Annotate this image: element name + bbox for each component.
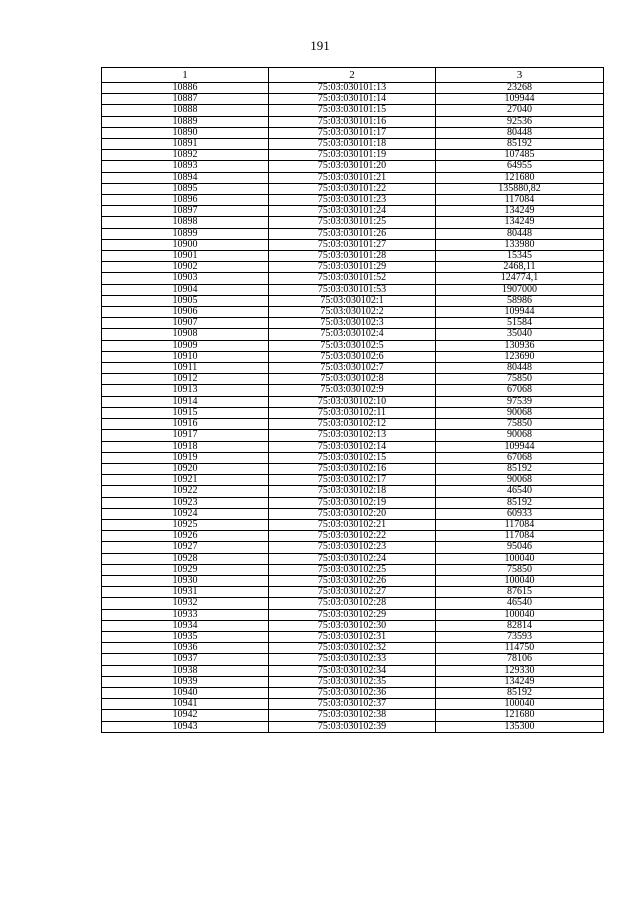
value-cell: 135300 [436, 721, 604, 732]
row-number-cell: 10936 [102, 643, 269, 654]
cadastral-number-cell: 75:03:030101:17 [269, 127, 436, 138]
cadastral-number-cell: 75:03:030102:24 [269, 553, 436, 564]
cadastral-number-cell: 75:03:030102:25 [269, 564, 436, 575]
cadastral-number-cell: 75:03:030102:12 [269, 419, 436, 430]
value-cell: 80448 [436, 228, 604, 239]
row-number-cell: 10905 [102, 295, 269, 306]
column-header-1: 1 [102, 68, 269, 83]
row-number-cell: 10935 [102, 631, 269, 642]
row-number-cell: 10933 [102, 609, 269, 620]
table-row [102, 699, 604, 710]
table-row [102, 295, 604, 306]
cadastral-number-cell: 75:03:030101:19 [269, 150, 436, 161]
cadastral-number-cell: 75:03:030102:28 [269, 598, 436, 609]
cadastral-number-cell: 75:03:030102:2 [269, 307, 436, 318]
value-cell: 100040 [436, 575, 604, 586]
value-cell: 87615 [436, 587, 604, 598]
value-cell: 95046 [436, 542, 604, 553]
row-number-cell: 10925 [102, 519, 269, 530]
value-cell: 35040 [436, 329, 604, 340]
cadastral-number-cell: 75:03:030101:27 [269, 239, 436, 250]
table-row [102, 441, 604, 452]
value-cell: 73593 [436, 631, 604, 642]
table-header [102, 68, 604, 83]
row-number-cell: 10941 [102, 699, 269, 710]
table-row [102, 329, 604, 340]
cadastral-number-cell: 75:03:030102:14 [269, 441, 436, 452]
value-cell: 90068 [436, 407, 604, 418]
cadastral-number-cell: 75:03:030102:21 [269, 519, 436, 530]
table-row [102, 430, 604, 441]
value-cell: 100040 [436, 699, 604, 710]
row-number-cell: 10920 [102, 463, 269, 474]
row-number-cell: 10894 [102, 172, 269, 183]
row-number-cell: 10899 [102, 228, 269, 239]
table-row [102, 284, 604, 295]
value-cell: 92536 [436, 116, 604, 127]
table-row [102, 654, 604, 665]
row-number-cell: 10901 [102, 251, 269, 262]
value-cell: 121680 [436, 172, 604, 183]
row-number-cell: 10907 [102, 318, 269, 329]
table-row [102, 262, 604, 273]
cadastral-number-cell: 75:03:030102:29 [269, 609, 436, 620]
value-cell: 75850 [436, 564, 604, 575]
table-row [102, 665, 604, 676]
value-cell: 51584 [436, 318, 604, 329]
table-row [102, 340, 604, 351]
table-row [102, 239, 604, 250]
row-number-cell: 10927 [102, 542, 269, 553]
row-number-cell: 10943 [102, 721, 269, 732]
table-row [102, 721, 604, 732]
value-cell: 82814 [436, 620, 604, 631]
cadastral-number-cell: 75:03:030101:18 [269, 139, 436, 150]
row-number-cell: 10939 [102, 676, 269, 687]
table-row [102, 318, 604, 329]
table-row [102, 486, 604, 497]
table-row [102, 396, 604, 407]
cadastral-number-cell: 75:03:030102:5 [269, 340, 436, 351]
cadastral-number-cell: 75:03:030102:7 [269, 363, 436, 374]
table-row [102, 127, 604, 138]
cadastral-number-cell: 75:03:030101:23 [269, 195, 436, 206]
value-cell: 90068 [436, 430, 604, 441]
table-row [102, 620, 604, 631]
row-number-cell: 10915 [102, 407, 269, 418]
row-number-cell: 10916 [102, 419, 269, 430]
table-row [102, 374, 604, 385]
value-cell: 23268 [436, 83, 604, 94]
cadastral-number-cell: 75:03:030101:13 [269, 83, 436, 94]
table-row [102, 351, 604, 362]
value-cell: 85192 [436, 139, 604, 150]
row-number-cell: 10940 [102, 687, 269, 698]
row-number-cell: 10932 [102, 598, 269, 609]
column-header-3: 3 [436, 68, 604, 83]
value-cell: 109944 [436, 441, 604, 452]
row-number-cell: 10923 [102, 497, 269, 508]
row-number-cell: 10938 [102, 665, 269, 676]
cadastral-number-cell: 75:03:030102:35 [269, 676, 436, 687]
value-cell: 134249 [436, 676, 604, 687]
value-cell: 67068 [436, 385, 604, 396]
value-cell: 133980 [436, 239, 604, 250]
cadastral-number-cell: 75:03:030101:22 [269, 183, 436, 194]
table-row [102, 172, 604, 183]
cadastral-number-cell: 75:03:030102:34 [269, 665, 436, 676]
table-row [102, 643, 604, 654]
cadastral-number-cell: 75:03:030102:18 [269, 486, 436, 497]
table-row [102, 105, 604, 116]
row-number-cell: 10890 [102, 127, 269, 138]
row-number-cell: 10934 [102, 620, 269, 631]
cadastral-number-cell: 75:03:030102:3 [269, 318, 436, 329]
value-cell: 100040 [436, 609, 604, 620]
table-row [102, 307, 604, 318]
cadastral-number-cell: 75:03:030102:9 [269, 385, 436, 396]
cadastral-number-cell: 75:03:030102:13 [269, 430, 436, 441]
cadastral-number-cell: 75:03:030101:29 [269, 262, 436, 273]
table-row [102, 228, 604, 239]
cadastral-number-cell: 75:03:030101:16 [269, 116, 436, 127]
table-row [102, 217, 604, 228]
cadastral-number-cell: 75:03:030102:19 [269, 497, 436, 508]
cadastral-number-cell: 75:03:030102:31 [269, 631, 436, 642]
cadastral-number-cell: 75:03:030101:15 [269, 105, 436, 116]
value-cell: 129330 [436, 665, 604, 676]
table-row [102, 553, 604, 564]
value-cell: 80448 [436, 127, 604, 138]
page-number: 191 [310, 38, 330, 53]
row-number-cell: 10922 [102, 486, 269, 497]
row-number-cell: 10889 [102, 116, 269, 127]
value-cell: 75850 [436, 419, 604, 430]
value-cell: 100040 [436, 553, 604, 564]
cadastral-number-cell: 75:03:030102:27 [269, 587, 436, 598]
row-number-cell: 10930 [102, 575, 269, 586]
table-row [102, 710, 604, 721]
table-row [102, 251, 604, 262]
cadastral-number-cell: 75:03:030102:6 [269, 351, 436, 362]
row-number-cell: 10896 [102, 195, 269, 206]
row-number-cell: 10919 [102, 452, 269, 463]
value-cell: 123690 [436, 351, 604, 362]
value-cell: 46540 [436, 598, 604, 609]
table-row [102, 385, 604, 396]
table-row [102, 598, 604, 609]
value-cell: 117084 [436, 519, 604, 530]
table-row [102, 161, 604, 172]
row-number-cell: 10912 [102, 374, 269, 385]
value-cell: 1907000 [436, 284, 604, 295]
row-number-cell: 10917 [102, 430, 269, 441]
table-row [102, 508, 604, 519]
table-row [102, 542, 604, 553]
row-number-cell: 10924 [102, 508, 269, 519]
value-cell: 85192 [436, 497, 604, 508]
header-row [102, 68, 604, 83]
cadastral-number-cell: 75:03:030101:28 [269, 251, 436, 262]
row-number-cell: 10903 [102, 273, 269, 284]
table-row [102, 531, 604, 542]
value-cell: 124774,1 [436, 273, 604, 284]
row-number-cell: 10908 [102, 329, 269, 340]
value-cell: 67068 [436, 452, 604, 463]
value-cell: 107485 [436, 150, 604, 161]
row-number-cell: 10931 [102, 587, 269, 598]
row-number-cell: 10914 [102, 396, 269, 407]
value-cell: 2468,11 [436, 262, 604, 273]
table-row [102, 497, 604, 508]
row-number-cell: 10909 [102, 340, 269, 351]
table-row [102, 463, 604, 474]
value-cell: 109944 [436, 94, 604, 105]
value-cell: 78106 [436, 654, 604, 665]
value-cell: 85192 [436, 687, 604, 698]
value-cell: 117084 [436, 195, 604, 206]
cadastral-number-cell: 75:03:030101:24 [269, 206, 436, 217]
cadastral-number-cell: 75:03:030102:11 [269, 407, 436, 418]
row-number-cell: 10892 [102, 150, 269, 161]
table-row [102, 363, 604, 374]
value-cell: 135880,82 [436, 183, 604, 194]
value-cell: 75850 [436, 374, 604, 385]
cadastral-number-cell: 75:03:030102:8 [269, 374, 436, 385]
table-row [102, 139, 604, 150]
cadastral-number-cell: 75:03:030102:1 [269, 295, 436, 306]
value-cell: 46540 [436, 486, 604, 497]
value-cell: 114750 [436, 643, 604, 654]
row-number-cell: 10895 [102, 183, 269, 194]
row-number-cell: 10898 [102, 217, 269, 228]
value-cell: 85192 [436, 463, 604, 474]
row-number-cell: 10897 [102, 206, 269, 217]
cadastral-number-cell: 75:03:030102:4 [269, 329, 436, 340]
cadastral-number-cell: 75:03:030102:38 [269, 710, 436, 721]
cadastral-number-cell: 75:03:030102:10 [269, 396, 436, 407]
value-cell: 60933 [436, 508, 604, 519]
value-cell: 80448 [436, 363, 604, 374]
row-number-cell: 10886 [102, 83, 269, 94]
cadastral-number-cell: 75:03:030102:17 [269, 475, 436, 486]
table-row [102, 94, 604, 105]
table-row [102, 519, 604, 530]
value-cell: 130936 [436, 340, 604, 351]
cadastral-number-cell: 75:03:030102:33 [269, 654, 436, 665]
cadastral-number-cell: 75:03:030102:36 [269, 687, 436, 698]
table-row [102, 475, 604, 486]
value-cell: 134249 [436, 217, 604, 228]
table-row [102, 419, 604, 430]
cadastral-number-cell: 75:03:030102:15 [269, 452, 436, 463]
cadastral-table [101, 67, 604, 733]
table-row [102, 150, 604, 161]
table-row [102, 273, 604, 284]
value-cell: 117084 [436, 531, 604, 542]
cadastral-number-cell: 75:03:030102:32 [269, 643, 436, 654]
table-row [102, 452, 604, 463]
column-header-2: 2 [269, 68, 436, 83]
row-number-cell: 10900 [102, 239, 269, 250]
value-cell: 64955 [436, 161, 604, 172]
cadastral-number-cell: 75:03:030102:39 [269, 721, 436, 732]
row-number-cell: 10937 [102, 654, 269, 665]
row-number-cell: 10928 [102, 553, 269, 564]
row-number-cell: 10926 [102, 531, 269, 542]
cadastral-number-cell: 75:03:030101:14 [269, 94, 436, 105]
cadastral-number-cell: 75:03:030102:23 [269, 542, 436, 553]
value-cell: 90068 [436, 475, 604, 486]
cadastral-number-cell: 75:03:030101:53 [269, 284, 436, 295]
value-cell: 97539 [436, 396, 604, 407]
row-number-cell: 10911 [102, 363, 269, 374]
cadastral-number-cell: 75:03:030102:30 [269, 620, 436, 631]
table-row [102, 575, 604, 586]
cadastral-number-cell: 75:03:030102:26 [269, 575, 436, 586]
table-row [102, 676, 604, 687]
cadastral-number-cell: 75:03:030101:21 [269, 172, 436, 183]
table-row [102, 195, 604, 206]
value-cell: 134249 [436, 206, 604, 217]
row-number-cell: 10910 [102, 351, 269, 362]
table-row [102, 183, 604, 194]
table-row [102, 587, 604, 598]
row-number-cell: 10921 [102, 475, 269, 486]
cadastral-number-cell: 75:03:030101:20 [269, 161, 436, 172]
cadastral-number-cell: 75:03:030101:26 [269, 228, 436, 239]
row-number-cell: 10887 [102, 94, 269, 105]
value-cell: 27040 [436, 105, 604, 116]
table-row [102, 407, 604, 418]
row-number-cell: 10904 [102, 284, 269, 295]
value-cell: 58986 [436, 295, 604, 306]
table-row [102, 564, 604, 575]
table-row [102, 687, 604, 698]
cadastral-number-cell: 75:03:030101:52 [269, 273, 436, 284]
row-number-cell: 10893 [102, 161, 269, 172]
row-number-cell: 10891 [102, 139, 269, 150]
table-row [102, 206, 604, 217]
cadastral-number-cell: 75:03:030102:16 [269, 463, 436, 474]
row-number-cell: 10918 [102, 441, 269, 452]
table-row [102, 609, 604, 620]
cadastral-number-cell: 75:03:030101:25 [269, 217, 436, 228]
row-number-cell: 10888 [102, 105, 269, 116]
row-number-cell: 10913 [102, 385, 269, 396]
row-number-cell: 10942 [102, 710, 269, 721]
row-number-cell: 10929 [102, 564, 269, 575]
value-cell: 121680 [436, 710, 604, 721]
cadastral-number-cell: 75:03:030102:20 [269, 508, 436, 519]
table-row [102, 116, 604, 127]
value-cell: 15345 [436, 251, 604, 262]
cadastral-number-cell: 75:03:030102:22 [269, 531, 436, 542]
row-number-cell: 10902 [102, 262, 269, 273]
table-row [102, 83, 604, 94]
row-number-cell: 10906 [102, 307, 269, 318]
table-row [102, 631, 604, 642]
cadastral-number-cell: 75:03:030102:37 [269, 699, 436, 710]
table-body [102, 83, 604, 733]
value-cell: 109944 [436, 307, 604, 318]
